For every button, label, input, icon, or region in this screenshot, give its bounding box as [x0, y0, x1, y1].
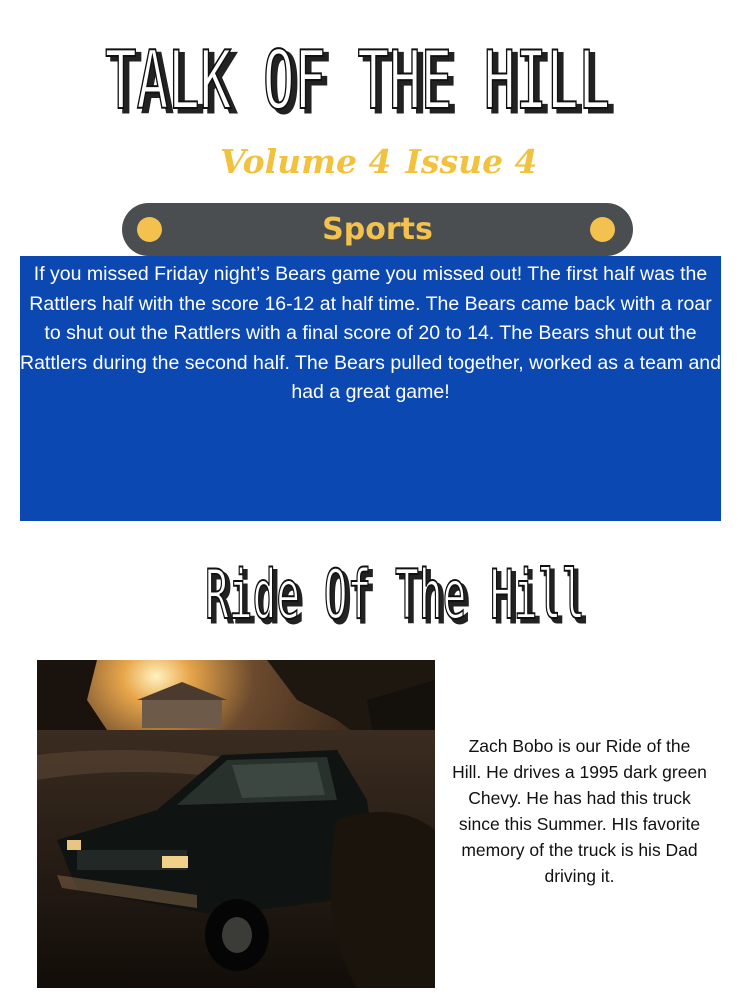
truck-photo	[37, 660, 435, 988]
sports-article-box	[20, 256, 721, 521]
issue-label: Issue 4	[405, 142, 538, 181]
sports-article-text: If you missed Friday night’s Bears game you missed out! The first half was the Rattlers half with the score 16-12 at half time. The Bears came back with a roar to shut out the Rattlers with a final score of 20 to 14. The Bears shut out the Rattlers during the second half. The Bears pulled together, worked as a team and had a great game!	[20, 263, 721, 403]
sports-heading: Sports	[322, 212, 433, 247]
masthead-title	[100, 22, 640, 117]
ride-heading	[200, 548, 600, 628]
sports-banner	[122, 203, 633, 256]
issue-line	[220, 140, 540, 184]
ride-heading-shadow: Ride Of The Hill	[209, 560, 589, 628]
masthead-title-shadow: TALK OF THE HILL	[110, 38, 615, 117]
ride-text: Zach Bobo is our Ride of the Hill. He drives a 1995 dark green Chevy. He has had this truck since this Summer. HIs favorite memory of the truck is his Dad driving it.	[452, 736, 707, 886]
ride-heading-text: Ride Of The Hill	[205, 556, 585, 628]
masthead-title-text: TALK OF THE HILL	[105, 34, 610, 117]
banner-dot-right-icon	[590, 217, 615, 242]
volume-label: Volume 4	[220, 142, 392, 181]
